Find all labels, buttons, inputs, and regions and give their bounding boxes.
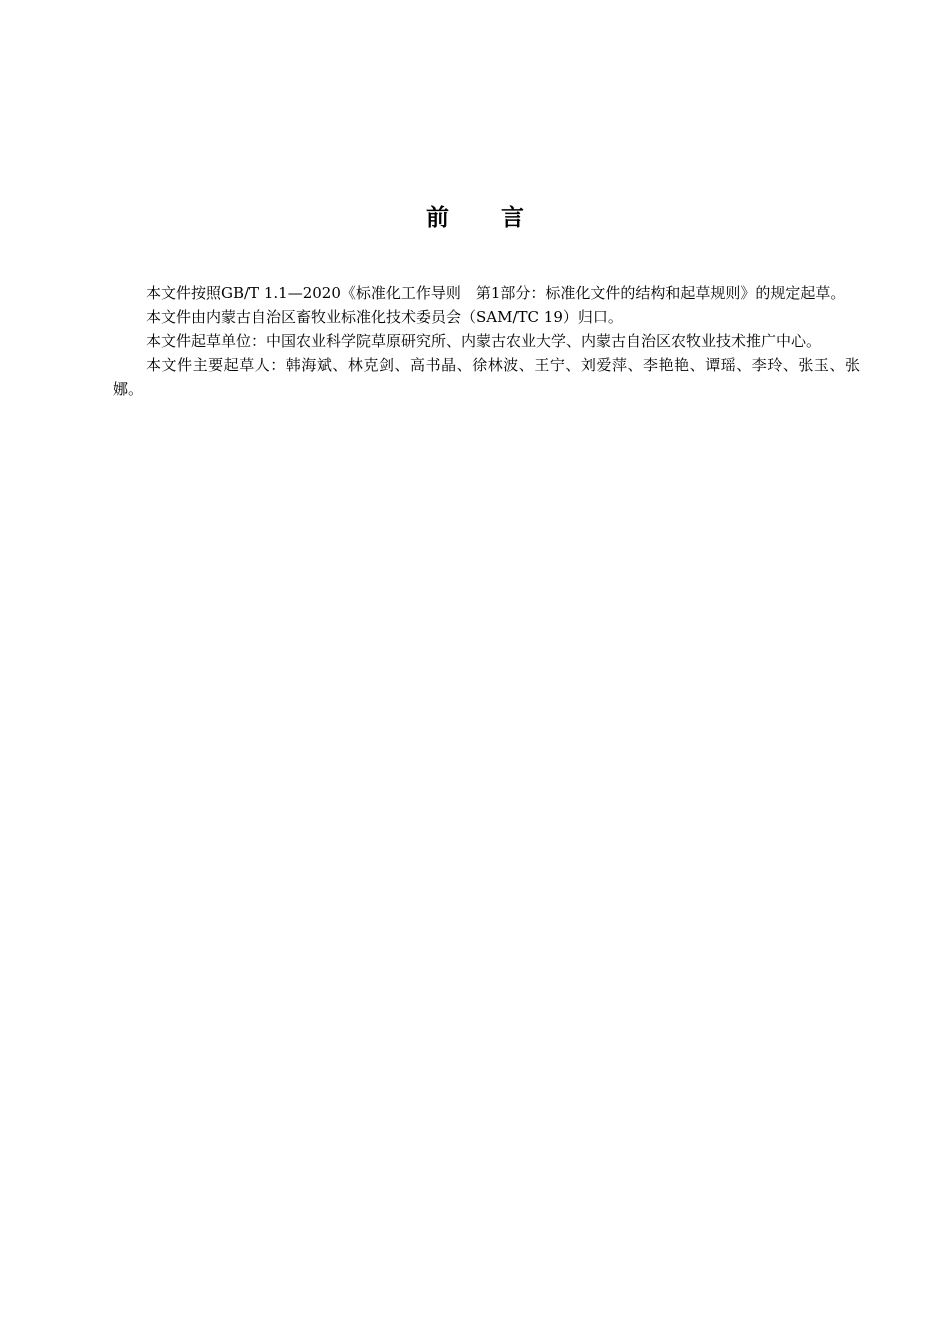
paragraph-main-drafters: 本文件主要起草人：韩海斌、林克剑、高书晶、徐林波、王宁、刘爱萍、李艳艳、谭瑶、李玲、张玉、张娜。 <box>113 356 860 398</box>
paragraph-drafting-basis: 本文件按照GB/T 1.1—2020《标准化工作导则 第1部分：标准化文件的结构和起草规则》的规定起草。 <box>146 284 846 302</box>
foreword-body <box>113 281 860 401</box>
paragraph-responsible-committee: 本文件由内蒙古自治区畜牧业标准化技术委员会（SAM/TC 19）归口。 <box>146 308 623 326</box>
paragraph-drafting-organizations: 本文件起草单位：中国农业科学院草原研究所、内蒙古农业大学、内蒙古自治区农牧业技术推广中心。 <box>146 332 822 350</box>
page-title: 前言 <box>426 205 576 231</box>
